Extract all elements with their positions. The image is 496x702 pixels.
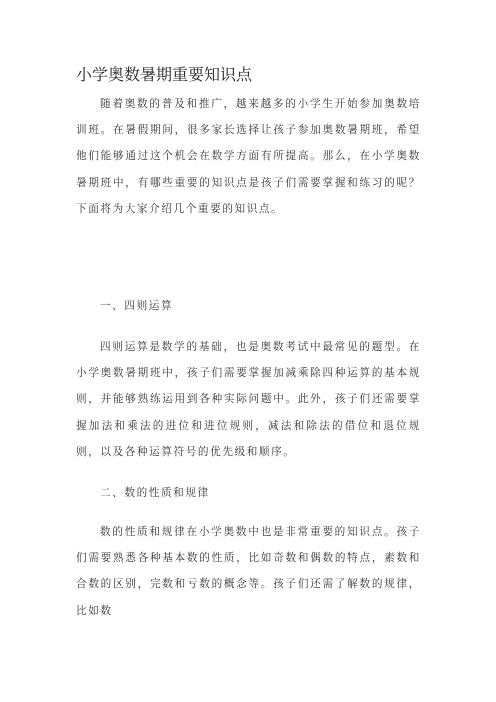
section-body-arithmetic: 四则运算是数学的基础，也是奥数考试中最常见的题型。在小学奥数暑期班中，孩子们需要掌握加减乘除四种运算的基本规则，并能够熟练运用到各种实际问题中。此外，孩子们还需要掌握加法和乘法的进位和进位规则，减法和除法的借位和退位规则，以及各种运算符号的优先级和顺序。 [76,341,421,458]
section-heading-number-properties: 二、数的性质和规律 [100,487,210,499]
intro-paragraph: 随着奥数的普及和推广，越来越多的小学生开始参加奥数培训班。在暑假期间，很多家长选择让孩子参加奥数暑期班，希望他们能够通过这个机会在数学方面有所提高。那么，在小学奥数暑期班中，有哪些重要的知识点是孩子们需要掌握和练习的呢？下面将为大家介绍几个重要的知识点。 [76,98,421,215]
document-title: 小学奥数暑期重要知识点 [76,65,253,84]
section-heading-arithmetic: 一、四则运算 [100,300,174,312]
section-body-number-properties: 数的性质和规律在小学奥数中也是非常重要的知识点。孩子们需要熟悉各种基本数的性质，比如奇数和偶数的特点，素数和合数的区别，完数和亏数的概念等。孩子们还需了解数的规律，比如数 [76,526,421,617]
